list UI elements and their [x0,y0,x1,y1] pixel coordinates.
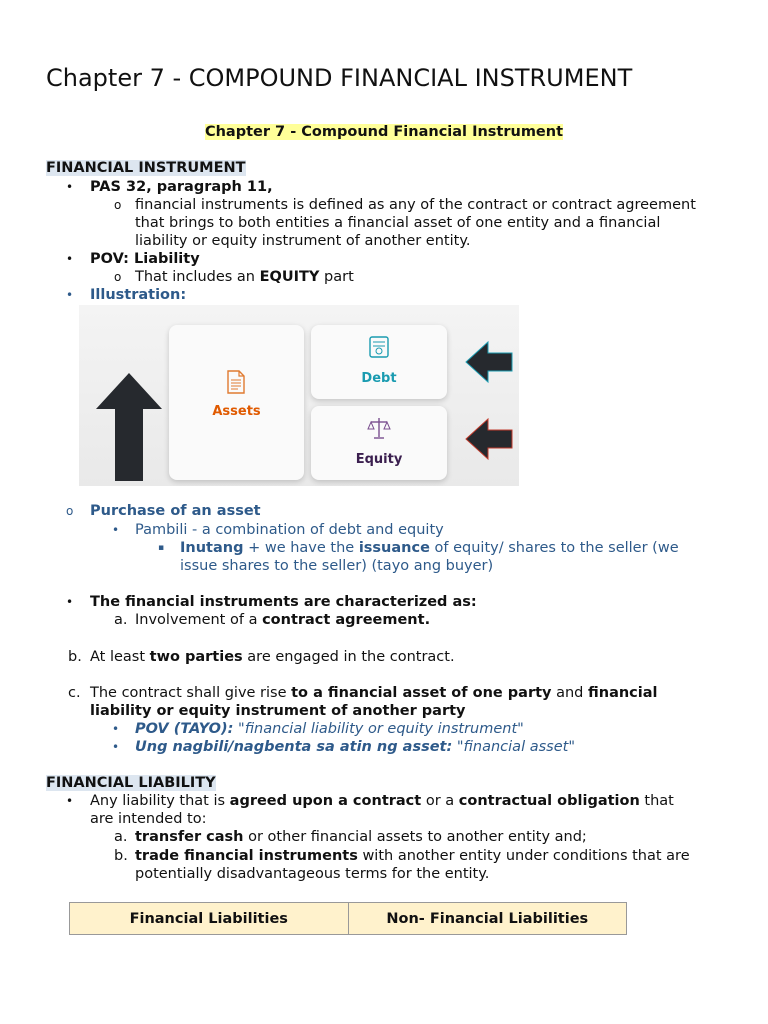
illustration-label: Illustration: [90,287,187,303]
a-pre: Involvement of a [135,612,263,628]
liability-item-b-line-1 [135,847,690,865]
subtitle-text: Chapter 7 - Compound Financial Instrument [204,124,564,140]
liability-def-line-1 [90,792,674,810]
b-post: are engaged in the contract. [242,649,455,665]
definition-line-2: that brings to both entities a financial asset of one entity and a financial [135,215,661,231]
definition-line-1: financial instruments is defined as any of the contract or contract agreement [135,197,696,213]
any-pre: Any liability that is [90,793,230,809]
any-post: that [639,793,674,809]
section-heading-financial-liability [46,774,216,792]
ung-nagbili-text: financial asset [463,739,569,755]
characteristic-c-line-1 [90,684,658,702]
equity-label: Equity [355,452,403,467]
equity-bold: EQUITY [259,269,320,285]
any-bold-1: agreed upon a contract [229,793,422,809]
liability-item-a [135,828,587,846]
c-bold-2: financial [588,685,658,701]
b-post: with another entity under conditions that are [357,848,690,864]
equity-card [311,406,447,480]
pov-tayo-text: financial liability or equity instrument [244,721,518,737]
square-bullet: ▪ [158,543,165,553]
list-marker-b: b. [114,848,128,864]
left-arrow-icon [464,340,514,384]
c-mid: and [551,685,588,701]
sub-bullet: o [114,270,122,284]
bullet: • [66,595,74,609]
bullet: • [66,180,74,194]
bullet: • [66,252,74,266]
b-bold: trade financial instruments [135,848,358,864]
page-title: Chapter 7 - COMPOUND FINANCIAL INSTRUMENT [46,64,633,92]
any-mid: or a [421,793,459,809]
debt-icon [367,335,391,359]
equity-post: part [319,269,354,285]
pas-reference: PAS 32, paragraph 11, [90,179,273,195]
characteristic-a [135,611,430,629]
debt-card [311,325,447,399]
quote-open: " [233,721,245,737]
list-marker-a: a. [114,612,128,628]
definition-line-3: liability or equity instrument of another entity. [135,233,471,249]
left-arrow-icon [464,417,514,461]
subtitle [0,123,768,141]
section-heading-text: FINANCIAL INSTRUMENT [46,160,246,176]
quote-close: " [517,721,524,737]
any-bold-2: contractual obligation [458,793,640,809]
section-heading-financial-instrument [46,159,246,177]
a-bold: transfer cash [135,829,244,845]
quote-close: " [568,739,575,755]
b-bold: two parties [149,649,243,665]
document-icon [226,370,246,394]
a-post: or other financial assets to another entity and; [243,829,587,845]
equity-pre: That includes an [135,269,260,285]
c-pre: The contract shall give rise [90,685,292,701]
table-header-financial: Financial Liabilities [70,903,348,934]
inutang-line-2: issue shares to the seller) (tayo ang buyer) [180,558,494,574]
a-bold: contract agreement. [262,612,431,628]
characterized-heading: The financial instruments are characterized as: [90,594,477,610]
inutang-mid: + we have the [243,540,359,556]
quote-open: " [452,739,464,755]
bullet: • [112,722,120,736]
purchase-heading: Purchase of an asset [90,503,261,519]
list-marker-c: c. [68,685,81,701]
characteristic-b [90,648,455,666]
c-bold-1: to a financial asset of one party [291,685,552,701]
section-heading-text: FINANCIAL LIABILITY [46,775,216,791]
pov-tayo-line [135,720,524,738]
list-marker-b: b. [68,649,82,665]
issuance-bold: issuance [358,540,430,556]
equity-part [135,268,354,286]
b-pre: At least [90,649,150,665]
table-header-non-financial: Non- Financial Liabilities [348,903,627,934]
inutang-line-1 [180,539,679,557]
sub-bullet: o [66,504,74,518]
bullet: • [66,288,74,302]
illustration-image [79,305,519,486]
bullet: • [112,740,120,754]
bullet: • [66,794,74,808]
ung-nagbili-bold: Ung nagbili/nagbenta sa atin ng asset: [135,739,453,755]
assets-label: Assets [212,404,261,419]
ung-nagbili-line [135,738,575,756]
inutang-post: of equity/ shares to the seller (we [429,540,679,556]
inutang-bold: Inutang [180,540,244,556]
pov-liability: POV: Liability [90,251,200,267]
liability-def-line-2: are intended to: [90,811,207,827]
sub-bullet: o [114,198,122,212]
up-arrow-icon [94,371,164,483]
characteristic-c-line-2: liability or equity instrument of another party [90,703,466,719]
liability-item-b-line-2: potentially disadvantageous terms for the entity. [135,866,490,882]
liabilities-table-header [69,902,627,935]
bullet: • [112,523,120,537]
list-marker-a: a. [114,829,128,845]
pambili-line: Pambili - a combination of debt and equity [135,522,444,538]
pov-tayo-bold: POV (TAYO): [135,721,234,737]
debt-label: Debt [361,371,397,386]
scales-icon [367,416,391,440]
assets-card [169,325,304,480]
